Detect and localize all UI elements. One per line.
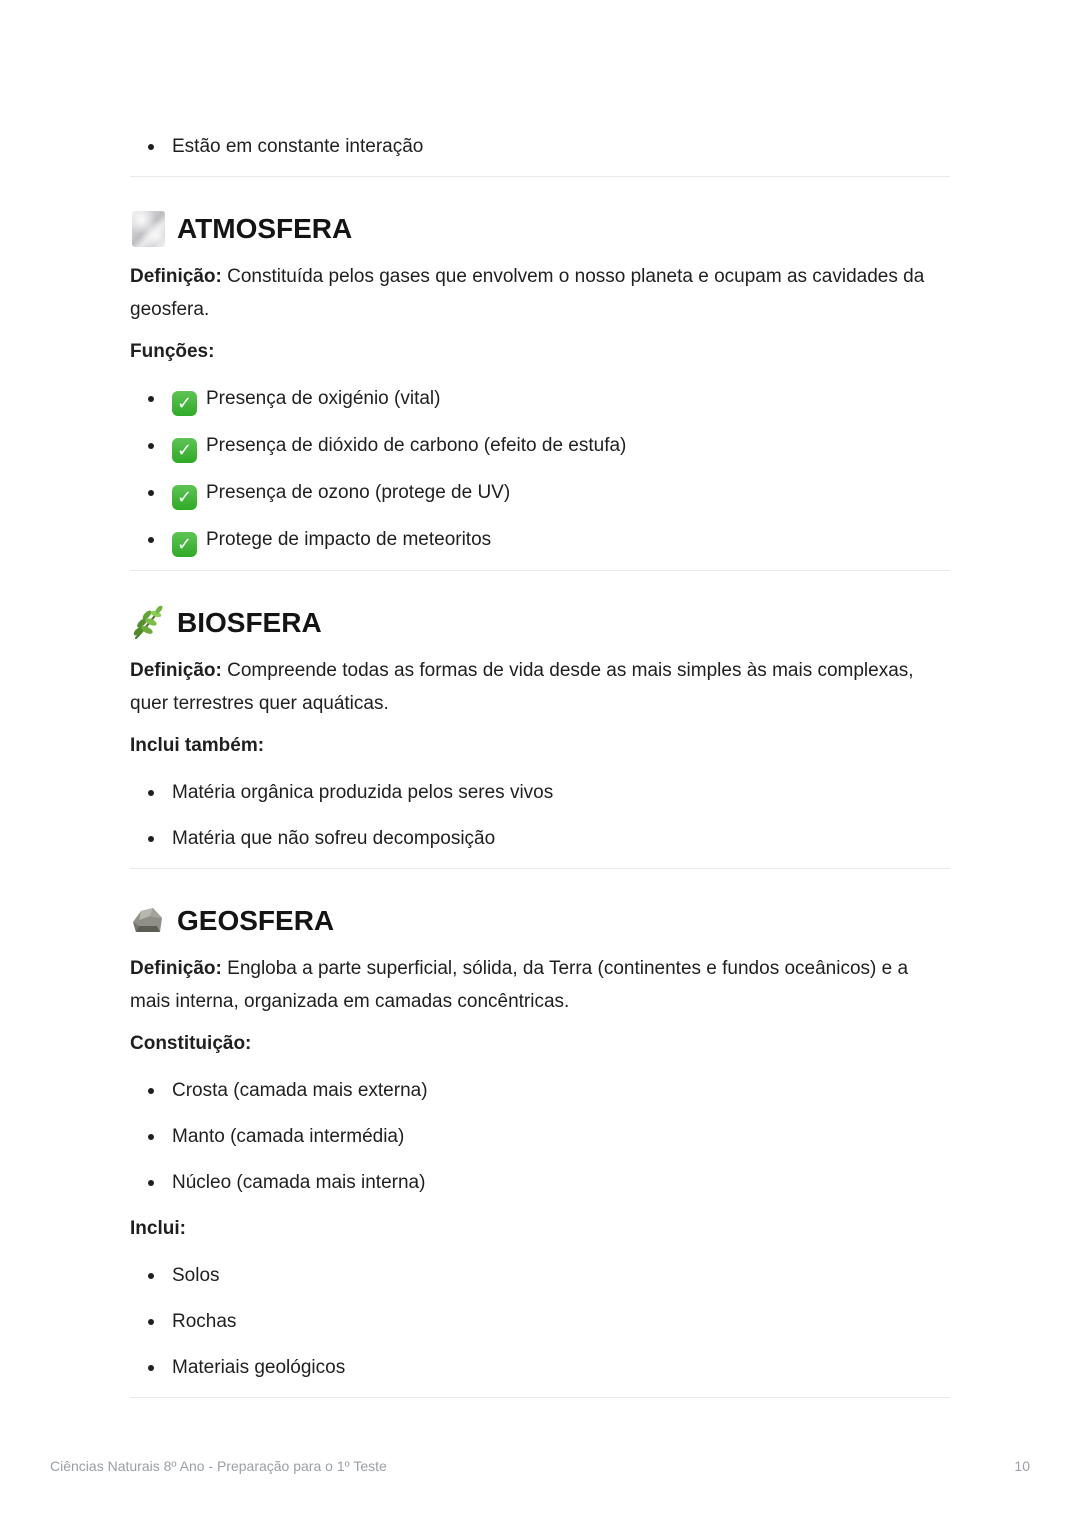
footer-page-number: 10 [1014, 1458, 1030, 1474]
list-label: Funções: [130, 341, 215, 362]
footer-document-title: Ciências Naturais 8º Ano - Preparação para o 1º Teste [50, 1458, 387, 1474]
definition-text: Engloba a parte superficial, sólida, da Terra (continentes e fundos oceânicos) e a mais interna, organizada em camadas concêntricas. [130, 958, 909, 1012]
definition-paragraph [130, 952, 950, 1018]
list-item [130, 1166, 950, 1199]
page-footer [50, 1456, 1030, 1476]
definition-label: Definição: [130, 660, 222, 681]
geosfera-includes-list [130, 1259, 950, 1384]
list-item [130, 1351, 950, 1384]
section-title: BIOSFERA [177, 607, 322, 638]
page-content [130, 130, 950, 1432]
biosfera-list [130, 776, 950, 855]
list-label: Constituição: [130, 1033, 252, 1054]
divider [130, 570, 950, 571]
definition-label: Definição: [130, 958, 222, 979]
definition-text: Constituída pelos gases que envolvem o nosso planeta e ocupam as cavidades da geosfera. [130, 266, 925, 320]
list-item-text: Presença de oxigénio (vital) [206, 388, 441, 409]
list-label: Inclui também: [130, 735, 265, 756]
list-item-text: Manto (camada intermédia) [172, 1126, 405, 1147]
intro-bullet-text: Estão em constante interação [172, 136, 424, 157]
section-heading-atmosfera [130, 211, 950, 247]
list-item-text: Materiais geológicos [172, 1357, 346, 1378]
check-icon: ✓ [172, 485, 197, 510]
section-title: ATMOSFERA [177, 213, 353, 244]
list-item-text: Solos [172, 1265, 220, 1286]
list-item [130, 1305, 950, 1338]
divider [130, 868, 950, 869]
divider [130, 1397, 950, 1398]
list-item-text: Protege de impacto de meteoritos [206, 529, 492, 550]
intro-list [130, 130, 950, 163]
list-item-text: Rochas [172, 1311, 237, 1332]
list-item-text: Matéria que não sofreu decomposição [172, 828, 496, 849]
cloud-icon [130, 211, 166, 247]
definition-text: Compreende todas as formas de vida desde as mais simples às mais complexas, quer terrestres quer aquáticas. [130, 660, 914, 714]
section-heading-biosfera [130, 605, 950, 641]
list-item-text: Presença de dióxido de carbono (efeito de estufa) [206, 435, 627, 456]
herb-icon [130, 605, 166, 641]
list-item [130, 476, 950, 510]
list-item [130, 1074, 950, 1107]
list-item [130, 822, 950, 855]
list-item [130, 429, 950, 463]
list-item [130, 776, 950, 809]
definition-paragraph [130, 654, 950, 720]
list-item-text: Núcleo (camada mais interna) [172, 1172, 426, 1193]
check-icon: ✓ [172, 438, 197, 463]
list-item [130, 1120, 950, 1153]
section-heading-geosfera [130, 903, 950, 939]
definition-paragraph [130, 260, 950, 326]
check-icon: ✓ [172, 391, 197, 416]
section-title: GEOSFERA [177, 905, 335, 936]
list-item [130, 1259, 950, 1292]
check-icon: ✓ [172, 532, 197, 557]
list-item [130, 523, 950, 557]
atmosfera-functions-list [130, 382, 950, 557]
list-item-text: Crosta (camada mais externa) [172, 1080, 428, 1101]
list-label: Inclui: [130, 1218, 186, 1239]
list-item-text: Presença de ozono (protege de UV) [206, 482, 511, 503]
divider [130, 176, 950, 177]
list-item [130, 130, 950, 163]
geosfera-constitution-list [130, 1074, 950, 1199]
definition-label: Definição: [130, 266, 222, 287]
list-item-text: Matéria orgânica produzida pelos seres vivos [172, 782, 554, 803]
rock-icon [130, 903, 166, 939]
list-item [130, 382, 950, 416]
